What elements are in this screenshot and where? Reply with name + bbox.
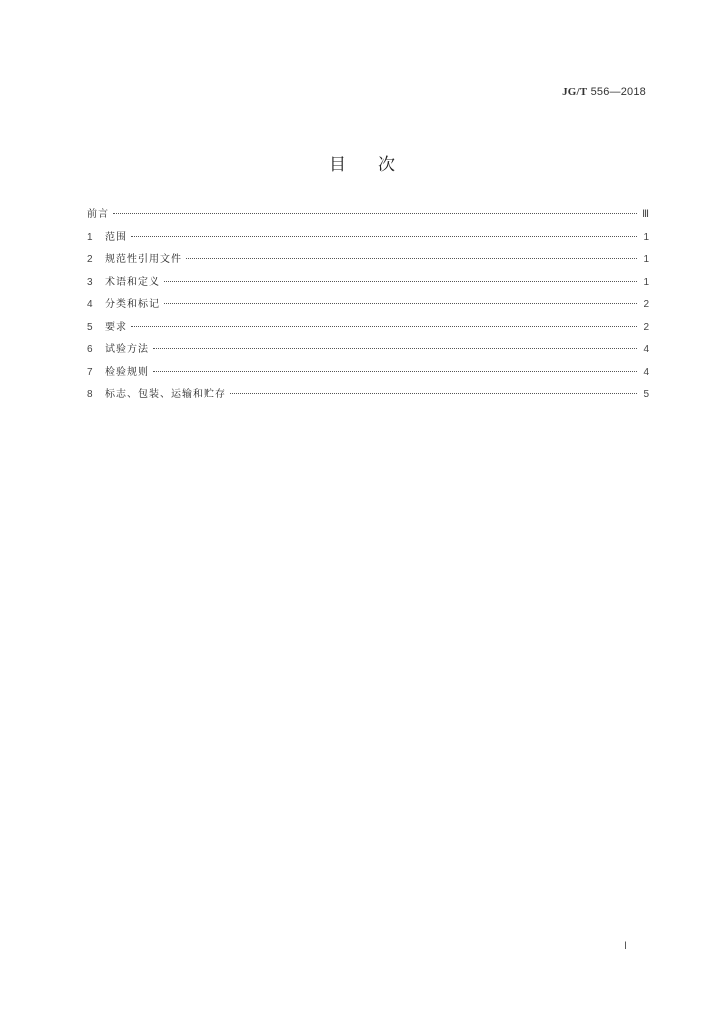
toc-leader-dots [164, 281, 637, 282]
toc-item-page: 1 [643, 254, 649, 265]
toc-leader-dots [131, 236, 637, 237]
toc-item-page: 2 [643, 321, 649, 333]
toc-item-inspection-rules[interactable] [87, 366, 649, 389]
toc-item-title: 规范性引用文件 [105, 254, 182, 265]
toc-item-page: 5 [643, 389, 649, 400]
toc-item-number: 4 [87, 299, 93, 310]
toc-item-terms-definitions[interactable] [87, 276, 649, 299]
table-of-contents [87, 208, 649, 411]
toc-leader-dots [153, 348, 637, 349]
toc-leader-dots [153, 371, 637, 372]
toc-item-title: 要求 [105, 321, 127, 333]
toc-leader-dots [164, 303, 637, 304]
toc-item-page: Ⅲ [642, 209, 649, 220]
toc-item-title: 分类和标记 [105, 299, 160, 310]
toc-item-title: 术语和定义 [105, 276, 160, 288]
toc-item-title: 检验规则 [105, 366, 149, 378]
toc-item-number: 6 [87, 344, 93, 355]
toc-item-marking-packaging-transport-storage[interactable] [87, 388, 649, 411]
toc-item-number: 8 [87, 389, 93, 400]
toc-item-page: 1 [643, 231, 649, 243]
standard-code [562, 86, 646, 98]
page-title: 目次 [329, 155, 427, 175]
page-number: Ⅰ [624, 941, 627, 952]
standard-code-prefix: JG/T [562, 86, 588, 98]
toc-item-title: 前言 [87, 209, 109, 220]
toc-item-number: 3 [87, 276, 93, 288]
toc-leader-dots [131, 326, 637, 327]
toc-item-scope[interactable] [87, 231, 649, 254]
toc-item-title: 试验方法 [105, 344, 149, 355]
toc-item-title: 标志、包装、运输和贮存 [105, 389, 226, 400]
toc-leader-dots [113, 213, 637, 214]
toc-item-page: 2 [643, 299, 649, 310]
toc-item-normative-references[interactable] [87, 253, 649, 276]
toc-item-page: 4 [643, 366, 649, 378]
toc-item-number: 7 [87, 366, 93, 378]
standard-code-number: 556—2018 [587, 86, 646, 98]
toc-item-number: 1 [87, 231, 93, 243]
toc-item-number: 5 [87, 321, 93, 333]
toc-item-title: 范围 [105, 231, 127, 243]
toc-item-page: 4 [643, 344, 649, 355]
toc-item-foreword[interactable] [87, 208, 649, 231]
toc-item-page: 1 [643, 276, 649, 288]
toc-item-number: 2 [87, 254, 93, 265]
toc-item-test-methods[interactable] [87, 343, 649, 366]
toc-item-classification-marking[interactable] [87, 298, 649, 321]
toc-item-requirements[interactable] [87, 321, 649, 344]
toc-leader-dots [230, 393, 637, 394]
toc-leader-dots [186, 258, 637, 259]
